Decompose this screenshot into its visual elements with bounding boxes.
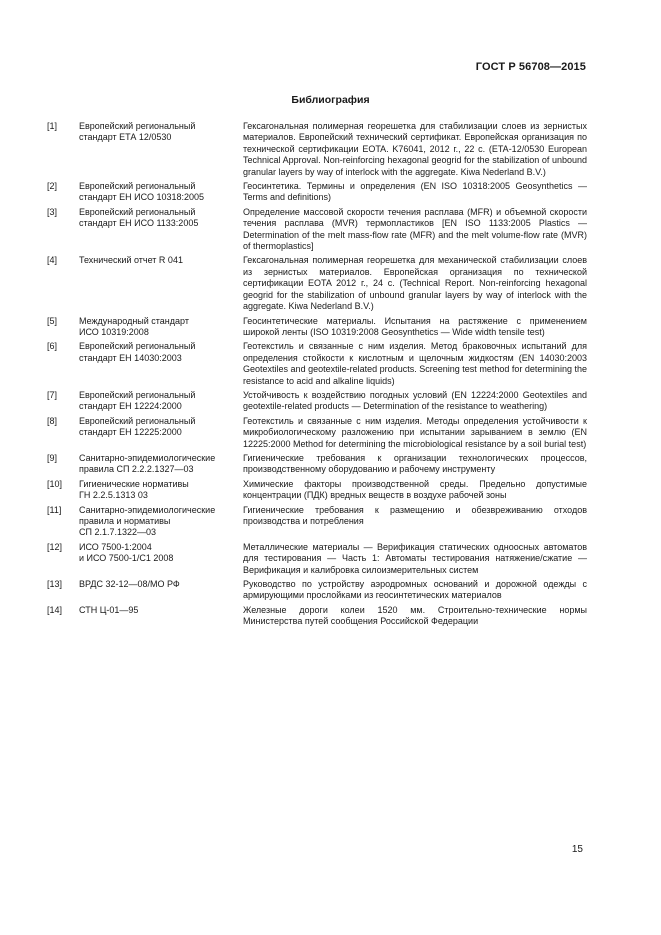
ref-text: Гигиенические требования к организации технологических процессов, производственному оборудованию и рабочему инструменту <box>243 452 587 475</box>
ref-source: Европейский региональный стандарт ЕН 14030:2003 <box>79 341 196 363</box>
page-number: 15 <box>571 844 583 855</box>
ref-text: Химические факторы производственной среды. Предельно допустимые концентрации (ПДК) вредных веществ в воздухе рабочей зоны <box>243 478 587 501</box>
ref-source: Международный стандарт ИСО 10319:2008 <box>79 315 189 337</box>
list-item <box>47 390 587 413</box>
list-item <box>47 416 587 450</box>
ref-text: Руководство по устройству аэродромных оснований и дорожной одежды с армирующими прослойками из геосинтетических материалов <box>243 579 587 601</box>
ref-source: Санитарно-эпидемиологические правила СП 2.2.2.1327—03 <box>79 452 216 475</box>
ref-source: СТН Ц-01—95 <box>79 604 139 615</box>
ref-number: [9] <box>47 452 58 463</box>
ref-text: Металлические материалы — Верификация статических одноосных автоматов для тестирования — Часть 1: Автоматы тестирования натяжение/сжатие — Верификация и калибровка силоизмерительных систем <box>243 541 587 575</box>
ref-text: Геосинтетические материалы. Испытания на растяжение с применением широкой ленты (ISO 10319:2008 Geosynthetics — Wide width tensile test) <box>243 315 587 337</box>
ref-text: Определение массовой скорости течения расплава (MFR) и объемной скорости течения расплава (MVR) термопластиков [EN ISO 1133:2005 Plastics — Determination of the melt mass-flow rate (MFR) and the melt volume-flow rate (MVR) of thermoplastics] <box>243 206 587 252</box>
ref-source: Европейский региональный стандарт ЕН 12225:2000 <box>79 415 196 438</box>
list-item <box>47 453 587 476</box>
ref-source: Европейский региональный стандарт ЕТА 12/0530 <box>79 121 196 143</box>
ref-source: ВРДС 32-12—08/МО РФ <box>79 579 180 590</box>
list-item <box>47 181 587 204</box>
ref-number: [13] <box>47 579 63 590</box>
ref-number: [8] <box>47 415 58 426</box>
ref-number: [7] <box>47 389 58 400</box>
ref-number: [14] <box>47 604 63 615</box>
ref-source: Гигиенические нормативы ГН 2.2.5.1313 03 <box>79 478 189 501</box>
page-title: Библиография <box>291 94 370 106</box>
ref-text: Геотекстиль и связанные с ним изделия. Методы определения устойчивости к микробиологическому разложению при испытании зарыванием в землю (EN 12225:2000 Method for determining the microbiological resistance by a soil burial test) <box>243 415 587 449</box>
list-item <box>47 505 587 539</box>
ref-number: [10] <box>47 478 63 489</box>
ref-source: Европейский региональный стандарт ЕН ИСО 10318:2005 <box>79 181 205 203</box>
ref-text: Геосинтетика. Термины и определения (EN ISO 10318:2005 Geosynthetics — Terms and definitions) <box>243 181 587 203</box>
list-item <box>47 479 587 502</box>
ref-source: Санитарно-эпидемиологические правила и нормативы СП 2.1.7.1322—03 <box>79 504 216 538</box>
ref-number: [4] <box>47 255 58 266</box>
list-item <box>47 207 587 253</box>
list-item <box>47 316 587 339</box>
ref-number: [11] <box>47 504 62 515</box>
ref-source: Технический отчет R 041 <box>79 255 183 266</box>
bibliography-list <box>47 121 587 631</box>
ref-source: Европейский региональный стандарт ЕН ИСО 1133:2005 <box>79 206 199 229</box>
standard-number: ГОСТ Р 56708—2015 <box>475 61 586 73</box>
list-item <box>47 121 587 178</box>
ref-text: Железные дороги колеи 1520 мм. Строительно-технические нормы Министерства путей сообщения Российской Федерации <box>243 604 587 627</box>
ref-source: Европейский региональный стандарт ЕН 12224:2000 <box>79 389 196 412</box>
ref-number: [1] <box>47 121 58 131</box>
ref-text: Гексагональная полимерная георешетка для механической стабилизации слоев из зернистых материалов. Европейская организация по технической сертификации EOTA 2012 г., 24 с. (Technical Report. Non-reinforcing hexagonal geogrid for the stabilization of unbound granular layers by way of interlock with the aggregate. Kiwa Nederland B.V.) <box>243 255 587 312</box>
ref-text: Геотекстиль и связанные с ним изделия. Метод браковочных испытаний для определения стойкости к кислотным и щелочным жидкостям (EN 14030:2003 Geotextiles and geotextile-related products. Screening test method for determining the resistance to acid and alkaline liquids) <box>243 341 587 386</box>
ref-number: [6] <box>47 341 58 352</box>
list-item <box>47 341 587 387</box>
ref-number: [2] <box>47 181 58 192</box>
ref-text: Устойчивость к воздействию погодных условий (EN 12224:2000 Geotextiles and geotextile-related products — Determination of the resistance to weathering) <box>243 389 587 412</box>
ref-source: ИСО 7500-1:2004 и ИСО 7500-1/С1 2008 <box>79 541 174 564</box>
list-item <box>47 605 587 628</box>
list-item <box>47 579 587 602</box>
ref-text: Гексагональная полимерная георешетка для стабилизации слоев из зернистых материалов. Европейский технический сертификат. Европейская организация по технической сертификации EOTA. K76041, 2012 г., 22 с. (ETA-12/0530 European Technical Approval. Non-reinforcing hexagonal geogrid for the stabilization of unbound granular layers by way of interlock with the aggregate. Kiwa Nederland B.V.) <box>243 121 587 177</box>
ref-number: [3] <box>47 206 58 217</box>
list-item <box>47 542 587 576</box>
list-item <box>47 255 587 312</box>
ref-number: [5] <box>47 315 58 326</box>
ref-text: Гигиенические требования к размещению и обезвреживанию отходов производства и потребления <box>243 504 587 526</box>
ref-number: [12] <box>47 541 63 552</box>
